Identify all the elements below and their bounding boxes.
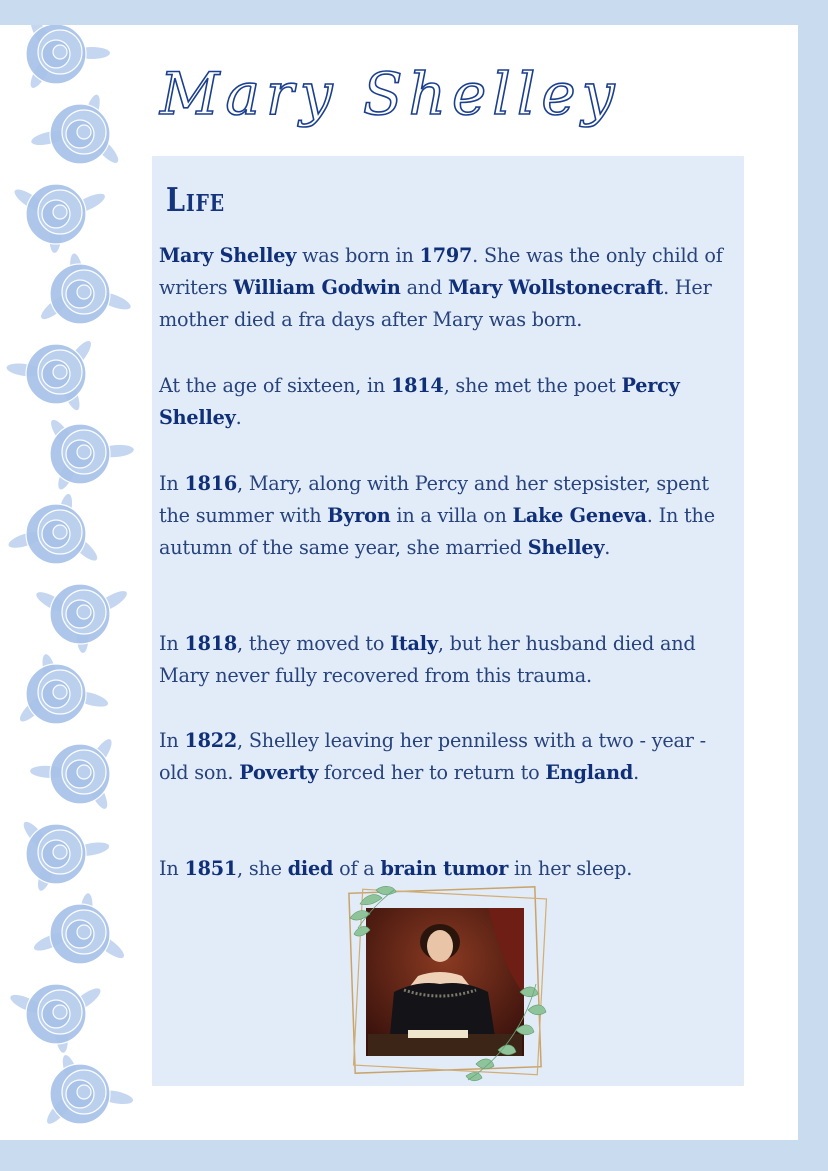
emphasis-text: Italy	[390, 632, 438, 655]
body-text: In	[159, 857, 185, 880]
emphasis-text: Lake Geneva	[512, 504, 647, 527]
body-text: . In the autumn of the same year, she married	[159, 504, 715, 559]
emphasis-text: Mary Wollstonecraft	[447, 276, 664, 299]
body-text: of a	[333, 857, 381, 880]
emphasis-text: 1818	[184, 632, 238, 655]
emphasis-text: England	[545, 761, 634, 784]
emphasis-text: Poverty	[239, 761, 319, 784]
blue-rose-border-icon	[0, 25, 140, 1140]
paragraph-1822	[159, 725, 734, 789]
body-text: At the age of sixteen, in	[159, 374, 391, 397]
rose-icon	[53, 1005, 67, 1019]
rose-icon	[53, 45, 67, 59]
paragraph-birth	[159, 240, 734, 336]
paragraph-1851	[159, 853, 734, 885]
body-text: In	[159, 729, 185, 752]
script-title-art	[158, 52, 718, 142]
body-text: , but her husband died and Mary never fully recovered from this trauma.	[159, 632, 696, 687]
floral-border-icon	[0, 25, 140, 1140]
content-panel	[152, 156, 744, 1086]
portrait-frame	[348, 884, 553, 1084]
paragraph-1818	[159, 628, 734, 692]
body-text: . She was the only child of writers	[159, 244, 723, 299]
page-title	[158, 52, 718, 142]
body-text: in a villa on	[390, 504, 513, 527]
rose-icon	[53, 525, 67, 539]
body-text: , they moved to	[237, 632, 391, 655]
page-title-text: Mary Shelley	[160, 60, 621, 128]
body-text: .	[604, 536, 611, 559]
emphasis-text: 1822	[184, 729, 238, 752]
rose-icon	[77, 1085, 91, 1099]
emphasis-text: Shelley	[527, 536, 605, 559]
emphasis-text: William Godwin	[233, 276, 401, 299]
rose-icon	[53, 365, 67, 379]
body-text: was born in	[296, 244, 420, 267]
emphasis-text: Mary Shelley	[159, 244, 297, 267]
rose-icon	[53, 685, 67, 699]
paragraph-1814	[159, 370, 734, 434]
paragraph-1816	[159, 468, 734, 564]
section-heading: Life	[166, 180, 225, 219]
body-text: forced her to return to	[318, 761, 546, 784]
body-text: , she met the poet	[443, 374, 622, 397]
rose-icon	[77, 285, 91, 299]
body-text: , Shelley leaving her penniless with a two - year - old son.	[159, 729, 706, 784]
rose-icon	[53, 845, 67, 859]
rose-icon	[77, 125, 91, 139]
body-text: In	[159, 472, 185, 495]
body-text: .	[633, 761, 639, 784]
rose-icon	[77, 445, 91, 459]
emphasis-text: 1814	[390, 374, 444, 397]
body-text: and	[400, 276, 448, 299]
emphasis-text: 1797	[419, 244, 473, 267]
rose-icon	[77, 605, 91, 619]
rose-icon	[77, 765, 91, 779]
portrait-painting-icon	[348, 884, 553, 1084]
rose-icon	[77, 925, 91, 939]
body-text: , Mary, along with Percy and her stepsister, spent the summer with	[159, 472, 709, 527]
emphasis-text: Byron	[327, 504, 391, 527]
emphasis-text: brain tumor	[380, 857, 509, 880]
emphasis-text: 1816	[184, 472, 238, 495]
emphasis-text: 1851	[184, 857, 238, 880]
rose-icon	[53, 205, 67, 219]
body-text: . Her mother died a fra days after Mary was born.	[159, 276, 712, 331]
body-text: .	[235, 406, 242, 429]
body-text: , she	[237, 857, 288, 880]
body-text: In	[159, 632, 185, 655]
emphasis-text: Percy Shelley	[159, 374, 680, 429]
emphasis-text: died	[287, 857, 334, 880]
body-text: in her sleep.	[508, 857, 633, 880]
